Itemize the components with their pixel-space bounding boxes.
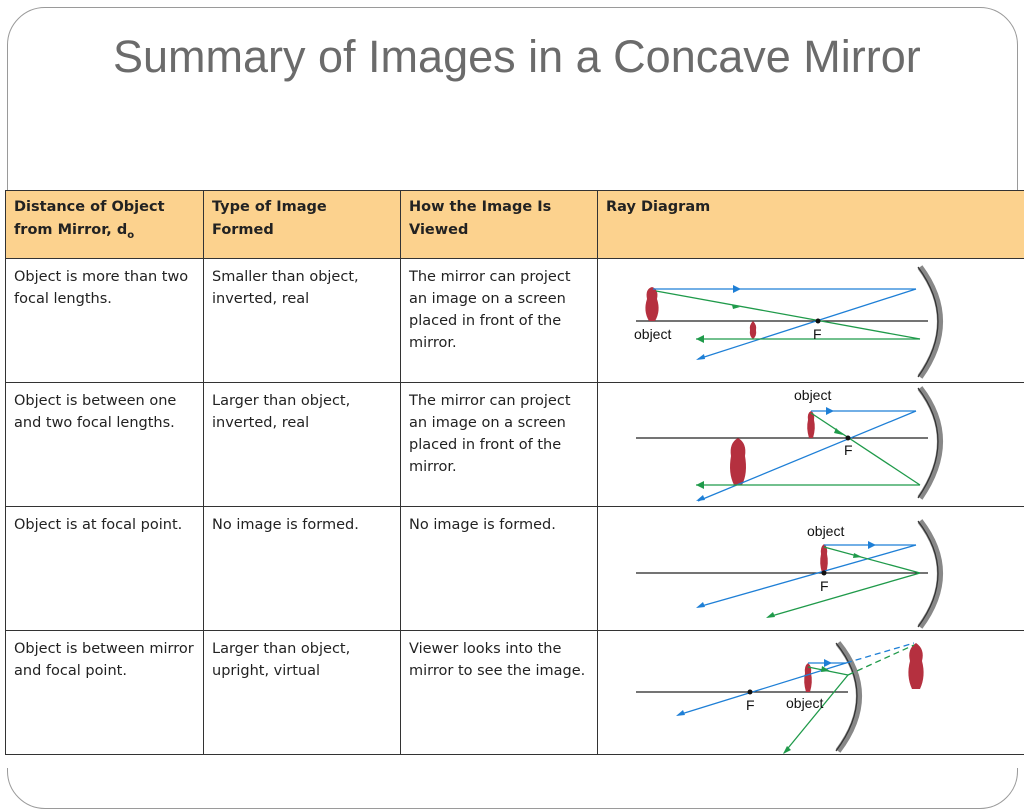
cell-type: Larger than object, upright, virtual (204, 631, 401, 755)
cell-distance: Object is at focal point. (6, 507, 204, 631)
focal-point (816, 319, 821, 324)
focal-label: F (820, 578, 829, 594)
object-vase-icon (645, 287, 658, 321)
ray-line (784, 675, 848, 753)
cell-distance: Object is more than two focal lengths. (6, 259, 204, 383)
focal-point (748, 690, 753, 695)
cell-type: No image is formed. (204, 507, 401, 631)
focal-label: F (844, 442, 853, 458)
ray-diagram-4 (598, 631, 1024, 755)
ray-line (656, 291, 920, 339)
summary-table (5, 190, 1024, 768)
focal-point (822, 571, 827, 576)
cell-viewed: The mirror can project an image on a screen placed in front of the mirror. (401, 259, 598, 383)
ray-line (698, 289, 916, 359)
object-label: object (786, 695, 823, 711)
mirror-icon (920, 267, 940, 377)
cell-viewed: The mirror can project an image on a screen placed in front of the mirror. (401, 383, 598, 507)
header-viewed: How the Image Is Viewed (401, 191, 598, 259)
table-row (6, 383, 1024, 507)
table-row (6, 259, 1024, 383)
object-label: object (634, 326, 671, 342)
table-row (6, 507, 1024, 631)
image-vase-icon (750, 321, 756, 339)
mirror-icon (920, 521, 940, 627)
cell-viewed: No image is formed. (401, 507, 598, 631)
header-distance-text: Distance of Object from Mirror, d (14, 199, 165, 238)
slide-title: Summary of Images in a Concave Mirror (113, 28, 993, 85)
mirror-icon (838, 643, 859, 751)
ray-line (698, 411, 916, 501)
image-vase-icon (908, 643, 923, 689)
object-label: object (807, 523, 844, 539)
cell-distance: Object is between one and two focal lengths. (6, 383, 204, 507)
table-row (6, 631, 1024, 755)
header-type: Type of Image Formed (204, 191, 401, 259)
image-vase-icon (730, 438, 746, 485)
header-distance (6, 191, 204, 259)
cell-type: Smaller than object, inverted, real (204, 259, 401, 383)
mirror-icon (920, 388, 940, 498)
ray-line (824, 547, 920, 573)
cell-viewed: Viewer looks into the mirror to see the image. (401, 631, 598, 755)
ray-line (811, 413, 920, 485)
header-distance-subscript: o (127, 230, 134, 241)
ray-line (698, 545, 916, 607)
focal-label: F (746, 697, 755, 713)
header-row (6, 191, 1024, 259)
ray-diagram-2 (598, 383, 1024, 507)
cell-distance: Object is between mirror and focal point. (6, 631, 204, 755)
cell-type: Larger than object, inverted, real (204, 383, 401, 507)
ray-diagram-3 (598, 507, 1024, 631)
ray-line (768, 573, 920, 617)
ray-diagram-1 (598, 259, 1024, 383)
focal-point (846, 436, 851, 441)
header-diagram: Ray Diagram (598, 191, 1024, 259)
object-label: object (794, 387, 831, 403)
focal-label: F (813, 326, 822, 342)
